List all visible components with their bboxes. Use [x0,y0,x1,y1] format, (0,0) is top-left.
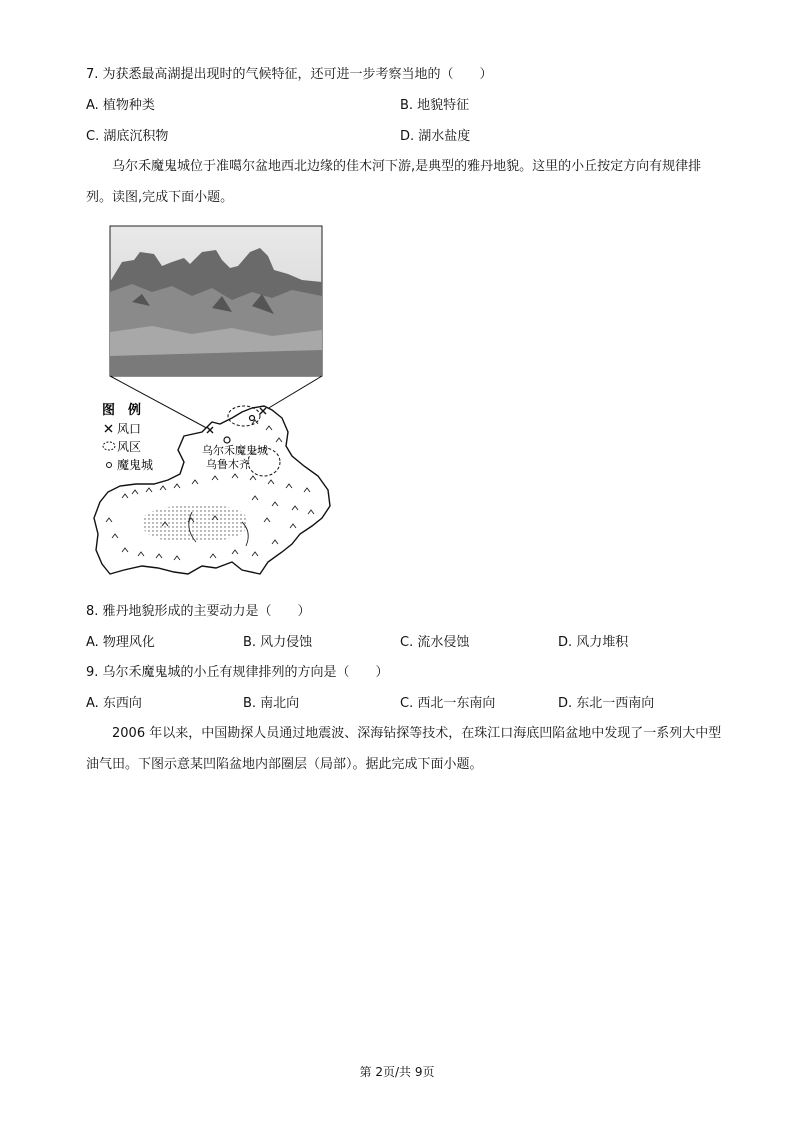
passage-1-text: 乌尔禾魔鬼城位于准噶尔盆地西北边缘的佳木河下游,是典型的雅丹地貌。这里的小丘按定方向有规律排列。读图,完成下面小题。 [86,159,702,205]
wind-gap-legend-icon [105,425,112,432]
q9-option-a: A. 东西向 [86,696,142,711]
legend-wind-gap: 风口 [117,422,142,436]
passage-2-text: 2006 年以来，中国勘探人员通过地震波、深海钻探等技术，在珠江口海底凹陷盆地中发现了一系列大中型油气田。下图示意某凹陷盆地内部圈层（局部）。据此完成下面小题。 [86,726,722,772]
q7-option-c: C. 湖底沉积物 [86,129,169,144]
devil-city-legend-icon [107,463,112,468]
question-8-stem: 8. 雅丹地貌形成的主要动力是（ ） [86,604,311,619]
legend-devil-city: 魔鬼城 [117,458,154,472]
q8-option-b: B. 风力侵蚀 [243,635,313,650]
passage-2 [86,718,726,780]
label-urho-devil-city: 乌尔禾魔鬼城 [202,444,268,457]
zoom-line-right [262,376,322,412]
q9-option-d: D. 东北一西南向 [558,696,655,711]
question-7-stem: 7. 为获悉最高湖提出现时的气候特征，还可进一步考察当地的（ ） [86,67,493,82]
wind-zone-legend-icon [103,442,115,450]
q9-option-c: C. 西北一东南向 [400,696,496,711]
yardang-photo [110,226,322,376]
label-urumqi: 乌鲁木齐 [206,458,250,471]
legend-wind-zone: 风区 [117,440,142,454]
page-footer: 第 2页/共 9页 [359,1065,435,1079]
q7-option-b: B. 地貌特征 [400,98,470,113]
devil-city-marker-2 [250,416,255,421]
map-legend [102,402,153,472]
devil-city-marker [224,437,230,443]
q8-option-a: A. 物理风化 [86,635,155,650]
q8-option-d: D. 风力堆积 [558,635,629,650]
question-9-stem: 9. 乌尔禾魔鬼城的小丘有规律排列的方向是（ ） [86,665,389,680]
q8-option-c: C. 流水侵蚀 [400,635,470,650]
yardang-figure [92,222,342,582]
q9-option-b: B. 南北向 [243,696,300,711]
passage-1 [86,151,726,213]
legend-title: 图 例 [102,403,142,418]
q7-option-d: D. 湖水盐度 [400,129,471,144]
q7-option-a: A. 植物种类 [86,98,155,113]
